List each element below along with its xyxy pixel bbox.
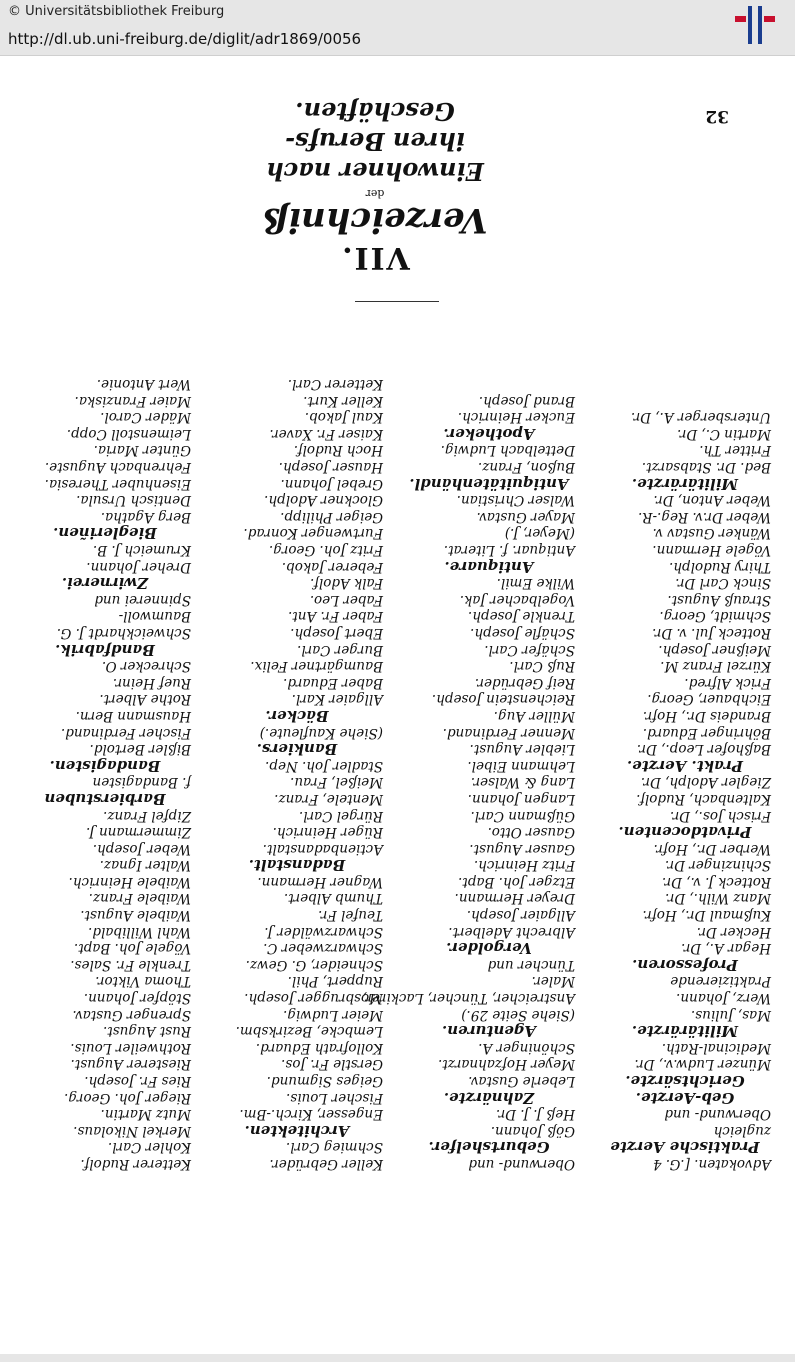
directory-entry: Weber Dr.v. Reg.-R. bbox=[638, 508, 771, 525]
directory-entry: Bed. Dr. Stabsarzt. bbox=[641, 459, 771, 476]
directory-entry: Bußon, Franz. bbox=[477, 459, 575, 476]
divider-rule bbox=[355, 301, 439, 302]
directory-entry: Menner Ferdinand. bbox=[442, 724, 575, 741]
directory-entry: Zwirnerei. bbox=[61, 574, 149, 593]
page-number: 32 bbox=[705, 106, 729, 126]
directory-entry: Leimenstoll Copp. bbox=[66, 425, 191, 442]
directory-entry: Werz, Johann. bbox=[676, 990, 771, 1007]
directory-entry: Gauser Otto. bbox=[487, 824, 575, 841]
directory-entry: Baber Eduard. bbox=[283, 674, 383, 691]
directory-entry: Gerichtsärzte. bbox=[625, 1072, 745, 1091]
directory-entry: Faber Leo. bbox=[309, 591, 383, 608]
directory-entry: Geb-Aerzte. bbox=[635, 1088, 735, 1107]
directory-entry: Dreher Johann. bbox=[86, 558, 191, 575]
directory-entry: Reif Gebrüder. bbox=[474, 674, 575, 691]
directory-entry: Actienbadanstalt. bbox=[262, 840, 383, 857]
directory-entry: Feberer Jakob. bbox=[281, 558, 383, 575]
directory-entry: (Siehe Kaufleute.) bbox=[259, 724, 383, 741]
directory-entry: Mentele, Franz. bbox=[274, 790, 383, 807]
directory-entry: Albrecht Adelbert. bbox=[448, 923, 575, 940]
directory-entry: Rürgel Carl. bbox=[299, 807, 383, 824]
directory-entry: Werber Dr., Hofr. bbox=[653, 840, 771, 857]
directory-entry: Rieger Joh. Georg. bbox=[64, 1089, 191, 1106]
directory-entry: Gauser August. bbox=[469, 840, 575, 857]
directory-entry: Schmieg Carl. bbox=[286, 1139, 383, 1156]
directory-entry: Merkel Nikolaus. bbox=[73, 1122, 191, 1139]
directory-entry: Stöpfer Johann. bbox=[83, 990, 191, 1007]
directory-entry: Schmidt, Georg. bbox=[659, 608, 771, 625]
directory-entry: Manz Wilh., Dr. bbox=[665, 890, 771, 907]
directory-entry: Fischer Louis. bbox=[286, 1089, 383, 1106]
directory-entry: Frisch Jos., Dr. bbox=[669, 807, 771, 824]
directory-entry: Langen Johann. bbox=[467, 790, 575, 807]
directory-entry: Antiquare. bbox=[444, 557, 534, 576]
directory-entry: Rothweiler Louis. bbox=[70, 1039, 191, 1056]
directory-entry: Kußmaul Dr., Hofr. bbox=[642, 907, 771, 924]
directory-entry: Burger Carl. bbox=[297, 641, 383, 658]
directory-entry: Faber Fr. Ant. bbox=[288, 608, 383, 625]
directory-entry: Medicinal-Rath. bbox=[661, 1039, 771, 1056]
directory-entry: Apotheker. bbox=[443, 424, 535, 443]
page-subheading: Einwohner nach ihren Berufs-Geschäften. bbox=[266, 97, 484, 186]
directory-entry: Kohler Carl. bbox=[107, 1139, 191, 1156]
rotated-scan bbox=[0, 56, 795, 1354]
directory-entry: Stadler Joh. Nep. bbox=[265, 757, 383, 774]
viewer-footer bbox=[0, 1354, 795, 1362]
directory-entry: Waibele Heinrich. bbox=[68, 873, 191, 890]
directory-entry: Keller Gebrüder. bbox=[269, 1156, 383, 1172]
directory-entry: Privatdocenten. bbox=[618, 823, 752, 842]
directory-entry: Anstreicher, Tüncher, Lackirer, bbox=[362, 990, 575, 1007]
directory-entry: Meißel, Frau. bbox=[290, 774, 383, 791]
directory-entry: Schwarzwälder J. bbox=[264, 923, 383, 940]
directory-entry: Brand Joseph. bbox=[478, 392, 575, 409]
directory-entry: Geiges Sigmund. bbox=[266, 1073, 383, 1090]
directory-entry: Mäder Carol. bbox=[100, 409, 191, 426]
copyright-credit: © Universitätsbibliothek Freiburg bbox=[8, 4, 225, 19]
directory-entry: Zimmermann J. bbox=[86, 824, 191, 841]
directory-entry: Ruß Carl. bbox=[509, 658, 575, 675]
directory-entry: Oberwund- und bbox=[468, 1156, 575, 1172]
column-3 bbox=[211, 342, 383, 1172]
directory-entry: Bandagisten. bbox=[49, 756, 161, 775]
directory-entry: Geiger Philipp. bbox=[280, 508, 383, 525]
directory-entry: Kaiser Fr. Xaver. bbox=[269, 425, 383, 442]
column-4 bbox=[19, 342, 191, 1172]
directory-entry: Mutz Martin. bbox=[100, 1106, 191, 1123]
directory-entry: Falk Adolf. bbox=[310, 575, 383, 592]
chapter-number: VII. bbox=[340, 240, 410, 275]
directory-entry: Maier Franziska. bbox=[74, 392, 191, 409]
directory-entry: Maler. bbox=[531, 973, 575, 990]
directory-entry: Fehrenbach Auguste. bbox=[44, 459, 191, 476]
directory-entry: Walter Ignaz. bbox=[99, 857, 191, 874]
directory-entry: Militärärzte. bbox=[631, 474, 739, 493]
directory-entry: Meier Ludwig. bbox=[283, 1006, 383, 1023]
directory-entry: Weber Joseph. bbox=[92, 840, 191, 857]
directory-entry: Weber Anton, Dr. bbox=[653, 492, 771, 509]
directory-entry: Bandfabrik. bbox=[55, 640, 155, 659]
directory-entry: Rotteck J. v., Dr. bbox=[661, 873, 771, 890]
directory-entry: Tüncher und bbox=[487, 956, 575, 973]
directory-entry: Lembcke, Bezirksbm. bbox=[235, 1023, 383, 1040]
directory-entry: Trenkle Fr. Sales. bbox=[70, 956, 191, 973]
directory-entry: Mas, Julius. bbox=[690, 1006, 771, 1023]
directory-entry: Sprenger Gustav. bbox=[72, 1006, 191, 1023]
directory-entry: Brandeis Dr., Hofr. bbox=[642, 707, 771, 724]
directory-entry: Fritz Heinrich. bbox=[473, 857, 575, 874]
directory-entry: Baßhofer Leop., Dr. bbox=[636, 741, 771, 758]
directory-entry: Günter Maria. bbox=[93, 442, 191, 459]
directory-entry: Wahl Willibald. bbox=[88, 923, 191, 940]
directory-entry: Mayer Gustav. bbox=[476, 508, 575, 525]
directory-entry: Praktizierende bbox=[670, 973, 771, 990]
directory-entry: Eichbauer, Georg. bbox=[647, 691, 771, 708]
directory-entry: Frick Alfred. bbox=[684, 674, 771, 691]
directory-entry: Bäcker. bbox=[265, 706, 329, 725]
directory-entry: Prakt. Aerzte. bbox=[627, 756, 743, 775]
directory-entry: Wilke Emil. bbox=[496, 575, 575, 592]
directory-entry: Allgaier Karl. bbox=[291, 691, 383, 708]
directory-entry: Eisenhuber Theresia. bbox=[44, 475, 191, 492]
directory-entry: Vogelbacher Jak. bbox=[459, 591, 575, 608]
directory-entry: Bißler Bertold. bbox=[89, 741, 191, 758]
directory-entry: Schäfer Carl. bbox=[484, 641, 575, 658]
directory-entry: Praktische Aerzte bbox=[610, 1138, 760, 1157]
directory-entry: Vergolder. bbox=[446, 939, 532, 958]
directory-entry: Thoma Viktor. bbox=[95, 973, 191, 990]
directory-entry: Baumgärtner Felix. bbox=[250, 658, 383, 675]
directory-entry: Ziegler Adolph, Dr. bbox=[640, 774, 771, 791]
directory-entry: Antiquar. f. Literat. bbox=[443, 542, 575, 559]
directory-entry: Furtwenger Konrad. bbox=[243, 525, 383, 542]
directory-entry: Fischer Ferdinand. bbox=[60, 724, 191, 741]
directory-entry: Oberwund- und bbox=[664, 1106, 771, 1123]
directory-entry: Hecker Dr. bbox=[696, 923, 771, 940]
directory-entry: Keller Kurt. bbox=[303, 392, 383, 409]
page-url[interactable]: http://dl.ub.uni-freiburg.de/diglit/adr1869/0056 bbox=[8, 30, 362, 48]
viewer-header bbox=[0, 0, 795, 56]
directory-entry: Geburtshelfer. bbox=[428, 1138, 550, 1157]
directory-entry: Trenkle Joseph. bbox=[467, 608, 575, 625]
directory-entry: Ries Fr. Joseph. bbox=[84, 1073, 191, 1090]
directory-entry: Barbierstuben bbox=[44, 789, 166, 808]
directory-entry: Etzger Joh. Bapt. bbox=[458, 873, 575, 890]
directory-entry: Hoch Rudolf. bbox=[293, 442, 383, 459]
directory-entry: Mosbrugger Joseph. bbox=[244, 990, 383, 1007]
column-1 bbox=[599, 342, 771, 1172]
directory-entry: Müller Aug. bbox=[493, 707, 575, 724]
directory-entry: Rotteck Jul. v. Dr. bbox=[652, 625, 771, 641]
directory-entry: Meißner Joseph. bbox=[658, 641, 771, 658]
directory-entry: Schöninger A. bbox=[478, 1039, 575, 1056]
directory-entry: f. Bandagisten bbox=[92, 774, 191, 791]
title-block bbox=[245, 96, 505, 274]
column-2 bbox=[362, 342, 575, 1172]
directory-entry: Waibele Franz. bbox=[88, 890, 191, 907]
directory-entry: Martin C., Dr. bbox=[677, 425, 771, 442]
directory-entry: Kaltenbach, Rudolf. bbox=[636, 790, 771, 807]
directory-entry: Schwarzweber C. bbox=[263, 940, 383, 957]
university-logo-icon bbox=[733, 4, 777, 46]
directory-entry: Hauser Joseph. bbox=[278, 459, 383, 476]
directory-entry: Schweickhardt J. G. bbox=[56, 625, 191, 641]
directory-entry: Böhringer Eduard. bbox=[642, 724, 771, 741]
directory-entry: Münzer Ludw.v., Dr. bbox=[634, 1056, 771, 1073]
directory-entry: Dentisch Ursula. bbox=[76, 492, 191, 509]
directory-entry: Heß J. J. Dr. bbox=[495, 1106, 575, 1123]
directory-entry: Riesterer August. bbox=[70, 1056, 191, 1073]
directory-entry: Dettelbach Ludwig. bbox=[440, 442, 575, 459]
directory-entry: Baumwoll- bbox=[118, 608, 191, 625]
directory-entry: Güßmann Carl. bbox=[470, 807, 575, 824]
directory-entry: Göß Johann. bbox=[490, 1122, 575, 1139]
page-heading: Verzeichniß bbox=[262, 200, 488, 240]
directory-entry: Glockner Adolph. bbox=[264, 492, 383, 509]
directory-entry: Teufel Fr. bbox=[318, 907, 383, 924]
directory-entry: Sinck Carl Dr. bbox=[675, 575, 771, 592]
directory-entry: Ketterer Rudolf. bbox=[80, 1156, 191, 1172]
directory-entry: Walser Christian. bbox=[456, 492, 575, 509]
directory-entry: Fritz Joh. Georg. bbox=[268, 542, 383, 559]
directory-entry: Ruppert, Phil. bbox=[287, 973, 383, 990]
directory-entry: Wert Antonie. bbox=[96, 376, 191, 393]
directory-entry: Grebel Johann. bbox=[280, 475, 383, 492]
directory-entry: Berg Agatha. bbox=[100, 508, 191, 525]
directory-entry: Schinzinger Dr. bbox=[664, 857, 771, 874]
directory-entry: Leberle Gustav. bbox=[468, 1073, 575, 1090]
directory-entry: Reichenstein Joseph. bbox=[431, 691, 575, 708]
directory-entry: Rothe Albert. bbox=[99, 691, 191, 708]
directory-entry: Liebler August. bbox=[469, 741, 575, 758]
directory-entry: Ebert Joseph. bbox=[290, 625, 383, 641]
directory-entry: Schrecker O. bbox=[102, 658, 191, 675]
directory-entry: Gerstle Fr. Jos. bbox=[281, 1056, 383, 1073]
directory-entry: Wänker Gustav v. bbox=[652, 525, 771, 542]
directory-entry: Ruef Heinr. bbox=[112, 674, 191, 691]
directory-entry: Biegleriñen. bbox=[53, 524, 157, 543]
directory-entry: Rust August. bbox=[103, 1023, 191, 1040]
directory-entry: Schneider, G. Gewz. bbox=[245, 956, 383, 973]
heading-article: der bbox=[365, 187, 385, 200]
directory-entry: Waibele August. bbox=[80, 907, 191, 924]
directory-entry: Kollofrath Eduard. bbox=[255, 1039, 383, 1056]
directory-entry: Militärärzte. bbox=[631, 1022, 739, 1041]
directory-entry: Vögele Joh. Bapt. bbox=[73, 940, 191, 957]
directory-entry: Agenturen. bbox=[442, 1022, 536, 1041]
directory-entry: Thumb Albert. bbox=[284, 890, 383, 907]
directory-entry: Meyer Hofzahnarzt. bbox=[438, 1056, 575, 1073]
directory-entry: Lang & Walser. bbox=[470, 774, 575, 791]
directory-entry: Bankiers. bbox=[256, 740, 338, 759]
directory-entry: Antiquitätenhändl. bbox=[409, 474, 569, 493]
directory-entry: Dreyer Hermann. bbox=[454, 890, 575, 907]
directory-entry: Hausmann Bern. bbox=[75, 707, 191, 724]
scanned-page bbox=[0, 56, 795, 1354]
directory-entry: Fritter Th. bbox=[699, 442, 771, 459]
directory-entry: Strauß August. bbox=[667, 591, 771, 608]
directory-entry: Thiry Rudolph. bbox=[669, 558, 771, 575]
directory-entry: zugleich bbox=[713, 1122, 771, 1139]
directory-entry: Architekten. bbox=[244, 1121, 350, 1140]
directory-entry: (Siehe Seite 29.) bbox=[461, 1006, 575, 1023]
directory-entry: Untersberger A., Dr. bbox=[630, 409, 771, 426]
directory-entry: Spinnerei und bbox=[94, 591, 191, 608]
directory-entry: Kaul Jakob. bbox=[304, 409, 383, 426]
directory-entry: Professoren. bbox=[632, 955, 738, 974]
directory-entry: Ketterer Carl. bbox=[287, 376, 383, 393]
directory-entry: Schäfle Joseph. bbox=[470, 625, 575, 641]
directory-entry: Krumeich J. B. bbox=[92, 542, 191, 559]
directory-entry: Lehmann Eibel. bbox=[467, 757, 575, 774]
directory-entry: Allgaier Joseph. bbox=[466, 907, 575, 924]
directory-entry: Wagner Hermann. bbox=[257, 873, 383, 890]
directory-entry: Badanstalt. bbox=[248, 856, 346, 875]
directory-entry: (Meyer, J.) bbox=[504, 525, 575, 542]
directory-entry: Vögele Hermann. bbox=[652, 542, 771, 559]
directory-entry: Rüger Heinrich. bbox=[272, 824, 383, 841]
directory-entry: Advokaten. [.G. 4 bbox=[652, 1156, 771, 1172]
directory-entry: Kürzel Franz M. bbox=[660, 658, 771, 675]
directory-entry: Zahnärzte. bbox=[443, 1088, 535, 1107]
directory-entry: Hegar A., Dr. bbox=[681, 940, 771, 957]
directory-entry: Eucker Heinrich. bbox=[457, 409, 575, 426]
directory-entry: Zipfel Franz. bbox=[103, 807, 191, 824]
directory-entry: Engesser, Kirch.-Bm. bbox=[239, 1106, 383, 1123]
